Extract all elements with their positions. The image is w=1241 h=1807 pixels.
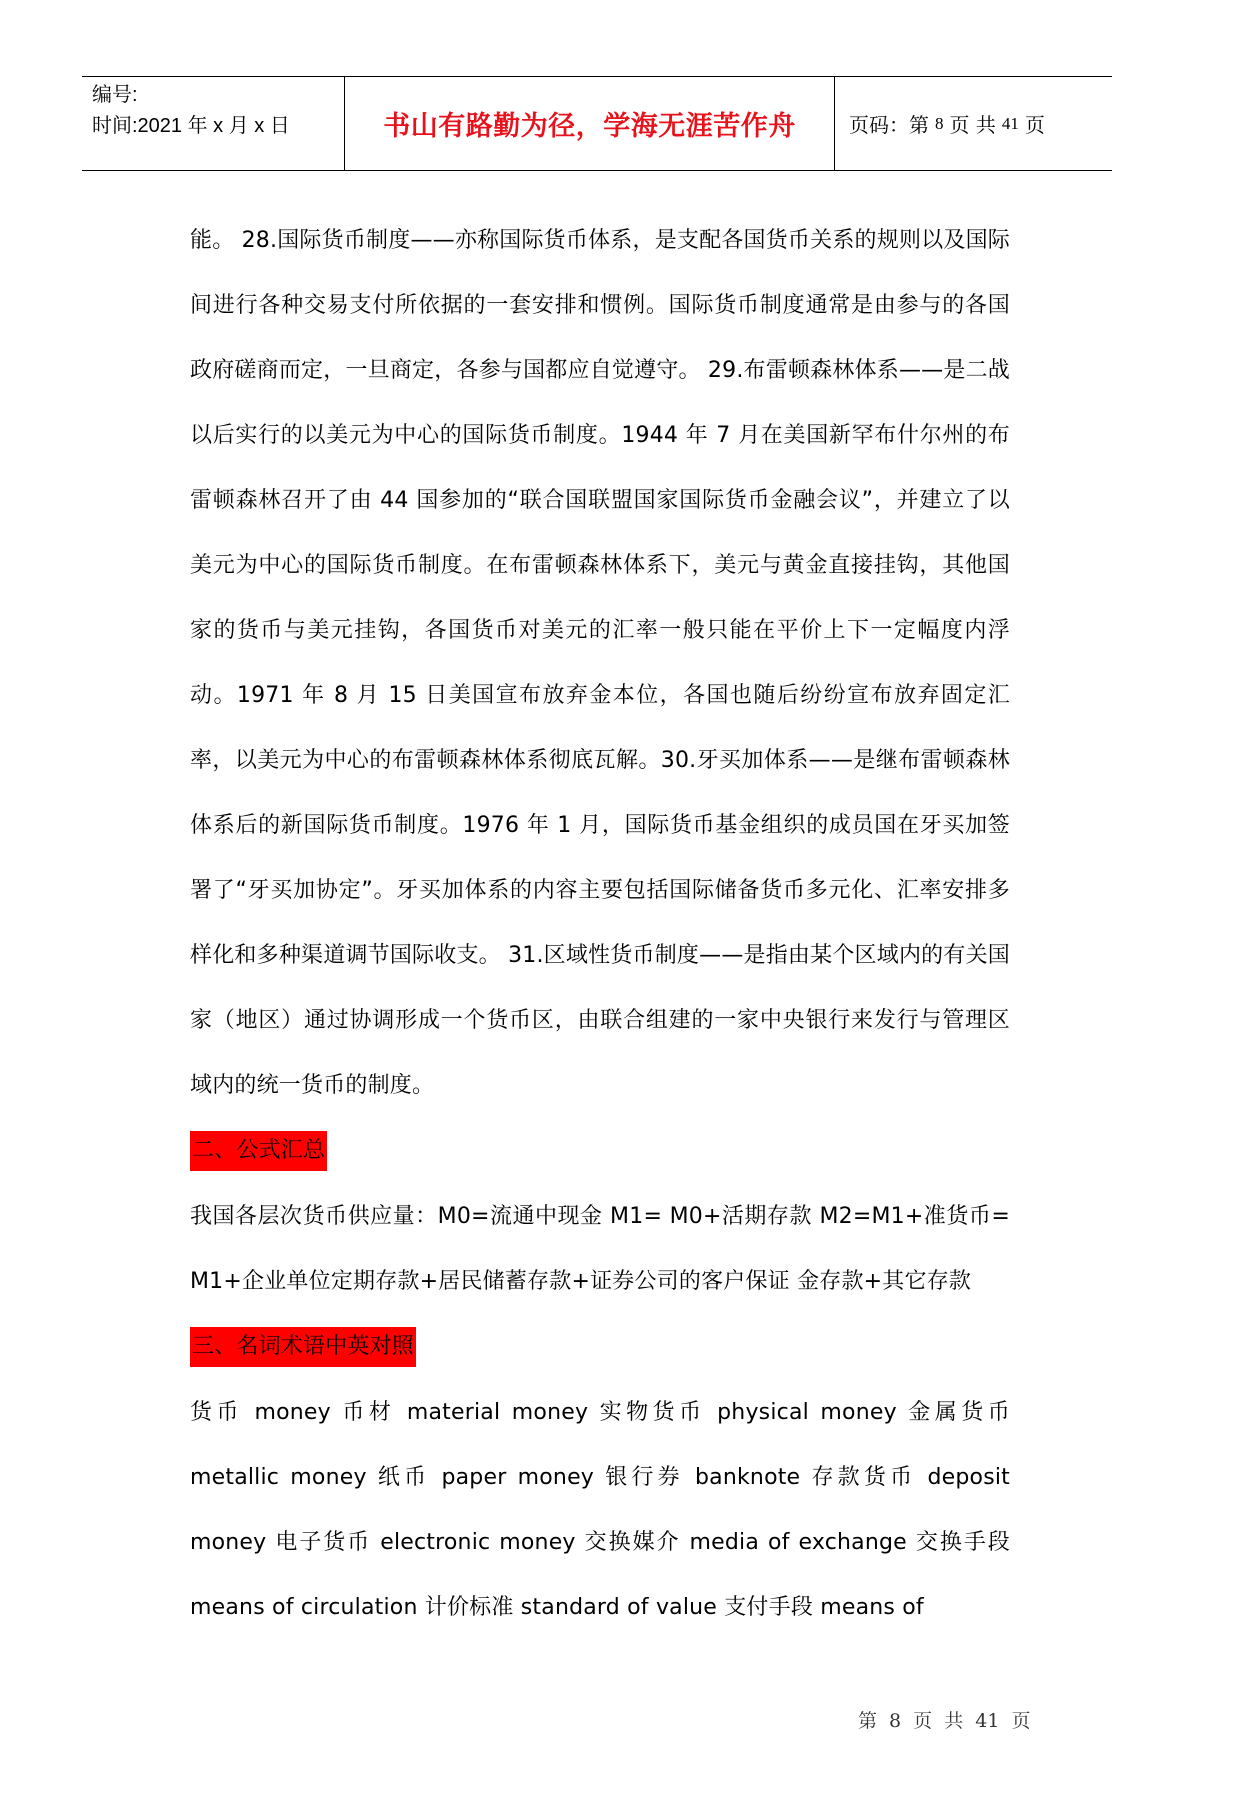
header-page-indicator — [835, 77, 1112, 170]
page-prefix: 页码：第 — [849, 113, 929, 137]
page-suffix: 页 — [1024, 113, 1045, 137]
section-heading-terms: 三、名词术语中英对照 — [190, 1327, 416, 1367]
page-total: 41 — [1001, 113, 1019, 133]
document-body — [190, 208, 1010, 1640]
header-motto: 书山有路勤为径，学海无涯苦作舟 — [345, 77, 835, 170]
page-header — [82, 76, 1112, 171]
paragraph-terms: 货币 money 币材 material money 实物货币 physical money 金属货币 metallic money 纸币 paper money 银行券 banknote 存款货币 deposit money 电子货币 electronic money 交换媒介 media of exchange 交换手段 means of circulation 计价标准 standard of value 支付手段 means of — [190, 1400, 1010, 1620]
page-footer: 第 8 页 共 41 页 — [858, 1710, 1031, 1732]
page-current: 8 — [935, 113, 944, 133]
section-heading-formulas: 二、公式汇总 — [190, 1131, 327, 1171]
document-number-label: 编号: — [92, 84, 138, 106]
header-meta — [82, 77, 345, 170]
document-time-label: 时间:2021 年 x 月 x 日 — [92, 115, 290, 137]
page-mid: 页 共 — [949, 113, 996, 137]
paragraph-formulas: 我国各层次货币供应量：M0=流通中现金 M1= M0+活期存款 M2=M1+准货币= M1+企业单位定期存款+居民储蓄存款+证券公司的客户保证 金存款+其它存款 — [190, 1204, 1010, 1294]
paragraph-definitions: 能。 28.国际货币制度——亦称国际货币体系，是支配各国货币关系的规则以及国际间进行各种交易支付所依据的一套安排和惯例。国际货币制度通常是由参与的各国政府磋商而定，一旦商定，各参与国都应自觉遵守。 29.布雷顿森林体系——是二战以后实行的以美元为中心的国际货币制度。1944 年 7 月在美国新罕布什尔州的布雷顿森林召开了由 44 国参加的“联合国联盟国家国际货币金融会议”，并建立了以美元为中心的国际货币制度。在布雷顿森林体系下，美元与黄金直接挂钩，其他国家的货币与美元挂钩，各国货币对美元的汇率一般只能在平价上下一定幅度内浮动。1971 年 8 月 15 日美国宣布放弃金本位，各国也随后纷纷宣布放弃固定汇率，以美元为中心的布雷顿森林体系彻底瓦解。30.牙买加体系——是继布雷顿森林体系后的新国际货币制度。1976 年 1 月，国际货币基金组织的成员国在牙买加签署了“牙买加协定”。牙买加体系的内容主要包括国际储备货币多元化、汇率安排多样化和多种渠道调节国际收支。 31.区域性货币制度——是指由某个区域内的有关国家（地区）通过协调形成一个货币区，由联合组建的一家中央银行来发行与管理区域内的统一货币的制度。 — [190, 228, 1010, 1098]
